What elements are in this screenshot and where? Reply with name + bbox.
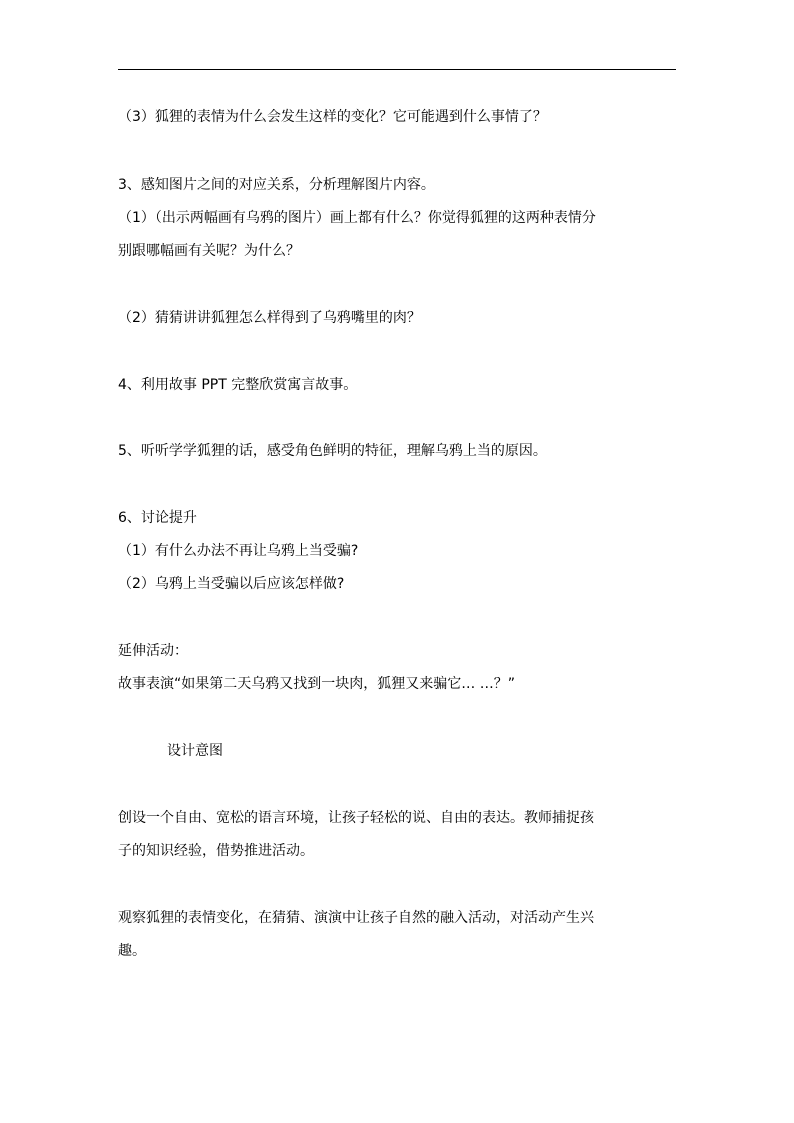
design-intent-paragraph-2-line-2: 趣。 — [118, 943, 146, 959]
header-rule — [118, 69, 676, 70]
step-3-item-1-line-2: 别跟哪幅画有关呢？为什么？ — [118, 243, 300, 259]
step-6-item-1: （1）有什么办法不再让乌鸦上当受骗? — [118, 543, 359, 559]
extension-activity-heading: 延伸活动： — [118, 643, 188, 659]
step-3-item-2: （2）猜猜讲讲狐狸怎么样得到了乌鸦嘴里的肉？ — [118, 310, 421, 326]
step-4-heading: 4、利用故事 PPT 完整欣赏寓言故事。 — [118, 377, 358, 393]
design-intent-paragraph-1-line-2: 子的知识经验，借势推进活动。 — [118, 843, 314, 859]
step-5-heading: 5、听听学学狐狸的话，感受角色鲜明的特征，理解乌鸦上当的原因。 — [118, 443, 547, 459]
design-intent-paragraph-2-line-1: 观察狐狸的表情变化，在猜猜、演演中让孩子自然的融入活动，对活动产生兴 — [118, 910, 594, 926]
step-6-item-2: （2）乌鸦上当受骗以后应该怎样做? — [118, 576, 345, 592]
step-3-heading: 3、感知图片之间的对应关系，分析理解图片内容。 — [118, 177, 435, 193]
step-6-heading: 6、讨论提升 — [118, 510, 197, 526]
question-3-line: （3）狐狸的表情为什么会发生这样的变化？它可能遇到什么事情了？ — [118, 109, 547, 125]
design-intent-paragraph-1-line-1: 创设一个自由、宽松的语言环境，让孩子轻松的说、自由的表达。教师捕捉孩 — [118, 810, 594, 826]
design-intent-heading: 设计意图 — [167, 743, 223, 759]
step-3-item-1-line-1: （1）（出示两幅画有乌鸦的图片）画上都有什么？你觉得狐狸的这两种表情分 — [118, 210, 596, 226]
extension-activity-text: 故事表演“如果第二天乌鸦又找到一块肉，狐狸又来骗它… …？” — [118, 676, 515, 692]
